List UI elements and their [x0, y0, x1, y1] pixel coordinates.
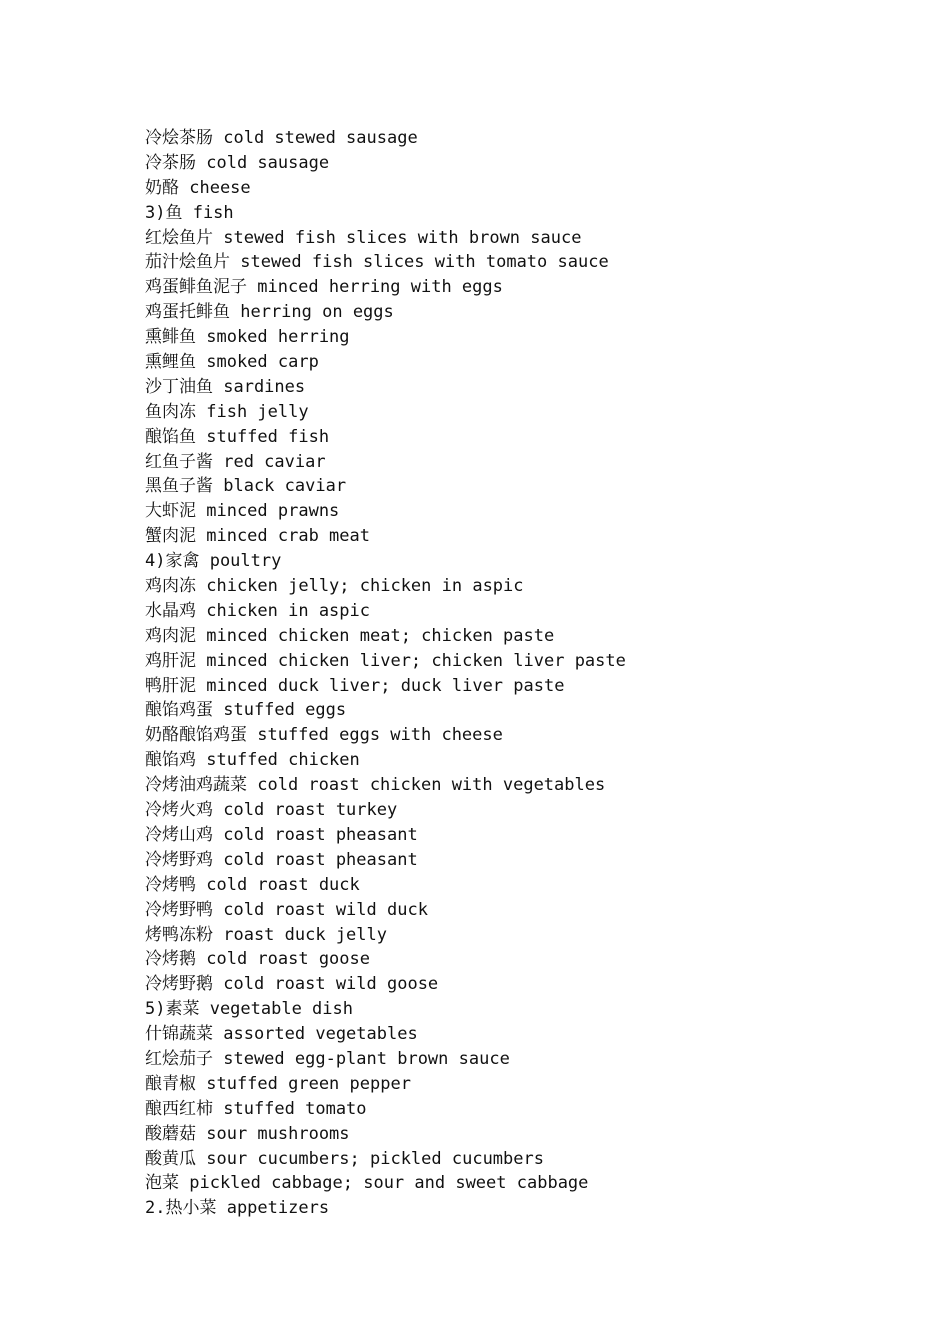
text-line: 茄汁烩鱼片 stewed fish slices with tomato sauce	[145, 252, 609, 273]
text-line: 奶酪 cheese	[145, 177, 251, 198]
text-line: 冷烤鹅 cold roast goose	[145, 949, 370, 970]
text-line: 酿青椒 stuffed green pepper	[145, 1073, 411, 1094]
text-line: 鸡蛋托鲱鱼 herring on eggs	[145, 302, 394, 323]
text-line: 冷烤火鸡 cold roast turkey	[145, 800, 398, 821]
text-line: 酿馅鸡 stuffed chicken	[145, 750, 360, 771]
text-line: 鸡蛋鲱鱼泥子 minced herring with eggs	[145, 277, 503, 298]
text-line: 红烩鱼片 stewed fish slices with brown sauce	[145, 227, 582, 248]
text-line: 冷烤山鸡 cold roast pheasant	[145, 824, 418, 845]
text-line: 酿馅鱼 stuffed fish	[145, 426, 330, 447]
text-line: 冷茶肠 cold sausage	[145, 152, 330, 173]
text-line: 什锦蔬菜 assorted vegetables	[145, 1024, 418, 1045]
text-line: 水晶鸡 chicken in aspic	[145, 600, 370, 621]
text-line: 鸡肉冻 chicken jelly; chicken in aspic	[145, 576, 524, 597]
section-heading: 3)鱼 fish	[145, 202, 234, 223]
text-line: 大虾泥 minced prawns	[145, 501, 340, 522]
text-line: 鸡肝泥 minced chicken liver; chicken liver paste	[145, 650, 626, 671]
text-line: 冷烤野鹅 cold roast wild goose	[145, 974, 439, 995]
text-line: 冷烤油鸡蔬菜 cold roast chicken with vegetables	[145, 775, 606, 796]
text-line: 沙丁油鱼 sardines	[145, 376, 306, 397]
text-line: 鸭肝泥 minced duck liver; duck liver paste	[145, 675, 565, 696]
section-heading: 5)素菜 vegetable dish	[145, 999, 353, 1020]
text-line: 鸡肉泥 minced chicken meat; chicken paste	[145, 625, 555, 646]
text-line: 蟹肉泥 minced crab meat	[145, 526, 370, 547]
text-line: 冷烤鸭 cold roast duck	[145, 874, 360, 895]
text-line: 泡菜 pickled cabbage; sour and sweet cabbage	[145, 1173, 589, 1194]
section-heading: 2.热小菜 appetizers	[145, 1198, 330, 1219]
text-line: 酸黄瓜 sour cucumbers; pickled cucumbers	[145, 1148, 544, 1169]
text-line: 冷烤野鸡 cold roast pheasant	[145, 849, 418, 870]
text-line: 红鱼子酱 red caviar	[145, 451, 326, 472]
text-line: 酸蘑菇 sour mushrooms	[145, 1123, 350, 1144]
text-line: 酿西红柿 stuffed tomato	[145, 1098, 367, 1119]
text-line: 熏鲱鱼 smoked herring	[145, 327, 350, 348]
text-line: 鱼肉冻 fish jelly	[145, 401, 309, 422]
text-line: 奶酪酿馅鸡蛋 stuffed eggs with cheese	[145, 725, 503, 746]
text-line: 黑鱼子酱 black caviar	[145, 476, 347, 497]
text-line: 熏鲤鱼 smoked carp	[145, 352, 319, 373]
text-line: 冷烤野鸭 cold roast wild duck	[145, 899, 428, 920]
text-line: 冷烩茶肠 cold stewed sausage	[145, 128, 418, 148]
text-line: 红烩茄子 stewed egg-plant brown sauce	[145, 1048, 510, 1069]
text-line: 酿馅鸡蛋 stuffed eggs	[145, 700, 347, 721]
section-heading: 4)家禽 poultry	[145, 551, 282, 572]
menu-text-block	[145, 126, 905, 1221]
text-line: 烤鸭冻粉 roast duck jelly	[145, 924, 387, 945]
